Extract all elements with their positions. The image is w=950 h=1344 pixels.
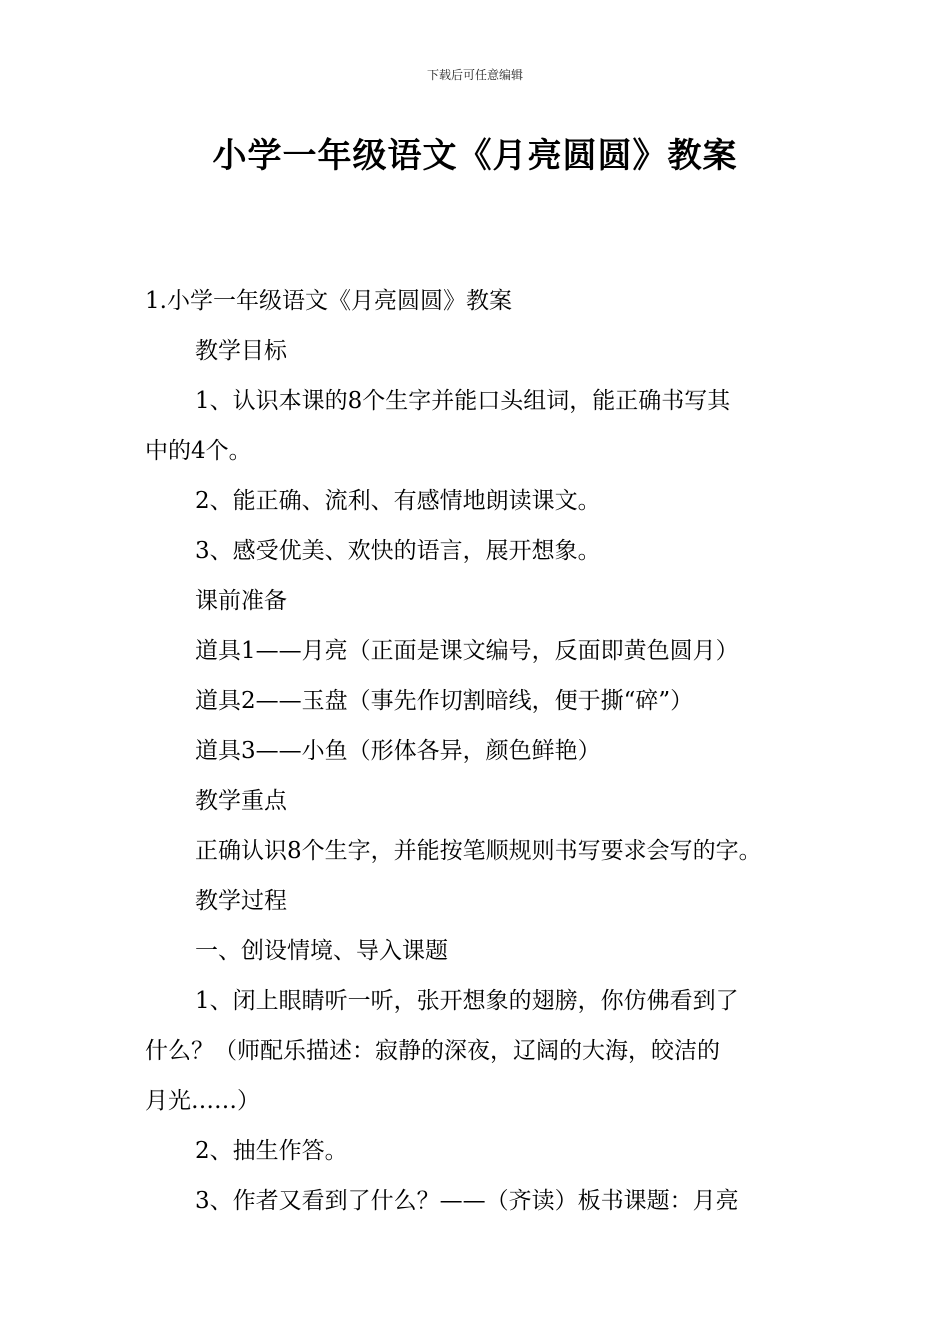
paragraph-line: 月光……） xyxy=(145,1088,260,1114)
paragraph-line: 一、创设情境、导入课题 xyxy=(195,938,448,964)
paragraph-line: 道具2——玉盘（事先作切割暗线，便于撕“碎”） xyxy=(195,688,694,714)
section-heading-line: 1.小学一年级语文《月亮圆圆》教案 xyxy=(145,288,512,314)
subheading-process: 教学过程 xyxy=(195,888,287,914)
paragraph-line: 什么？（师配乐描述：寂静的深夜，辽阔的大海，皎洁的 xyxy=(145,1038,720,1064)
paragraph-line: 3、作者又看到了什么？——（齐读）板书课题：月亮 xyxy=(195,1188,739,1214)
subheading-preparation: 课前准备 xyxy=(195,588,287,614)
paragraph-line: 1、闭上眼睛听一听，张开想象的翅膀，你仿佛看到了 xyxy=(195,988,739,1014)
subheading-teaching-goals: 教学目标 xyxy=(195,338,287,364)
paragraph-line: 道具1——月亮（正面是课文编号，反面即黄色圆月） xyxy=(195,638,739,664)
paragraph-line: 中的4个。 xyxy=(145,438,252,464)
download-note: 下载后可任意编辑 xyxy=(426,68,523,82)
subheading-key-points: 教学重点 xyxy=(195,788,287,814)
document-body xyxy=(145,276,825,1226)
paragraph-line: 正确认识8个生字，并能按笔顺规则书写要求会写的字。 xyxy=(195,838,762,864)
document-title: 小学一年级语文《月亮圆圆》教案 xyxy=(212,136,738,176)
paragraph-line: 3、感受优美、欢快的语言，展开想象。 xyxy=(195,538,601,564)
paragraph-line: 道具3——小鱼（形体各异，颜色鲜艳） xyxy=(195,738,601,764)
paragraph-line: 1、认识本课的8个生字并能口头组词，能正确书写其 xyxy=(195,388,731,414)
paragraph-line: 2、能正确、流利、有感情地朗读课文。 xyxy=(195,488,601,514)
paragraph-line: 2、抽生作答。 xyxy=(195,1138,348,1164)
